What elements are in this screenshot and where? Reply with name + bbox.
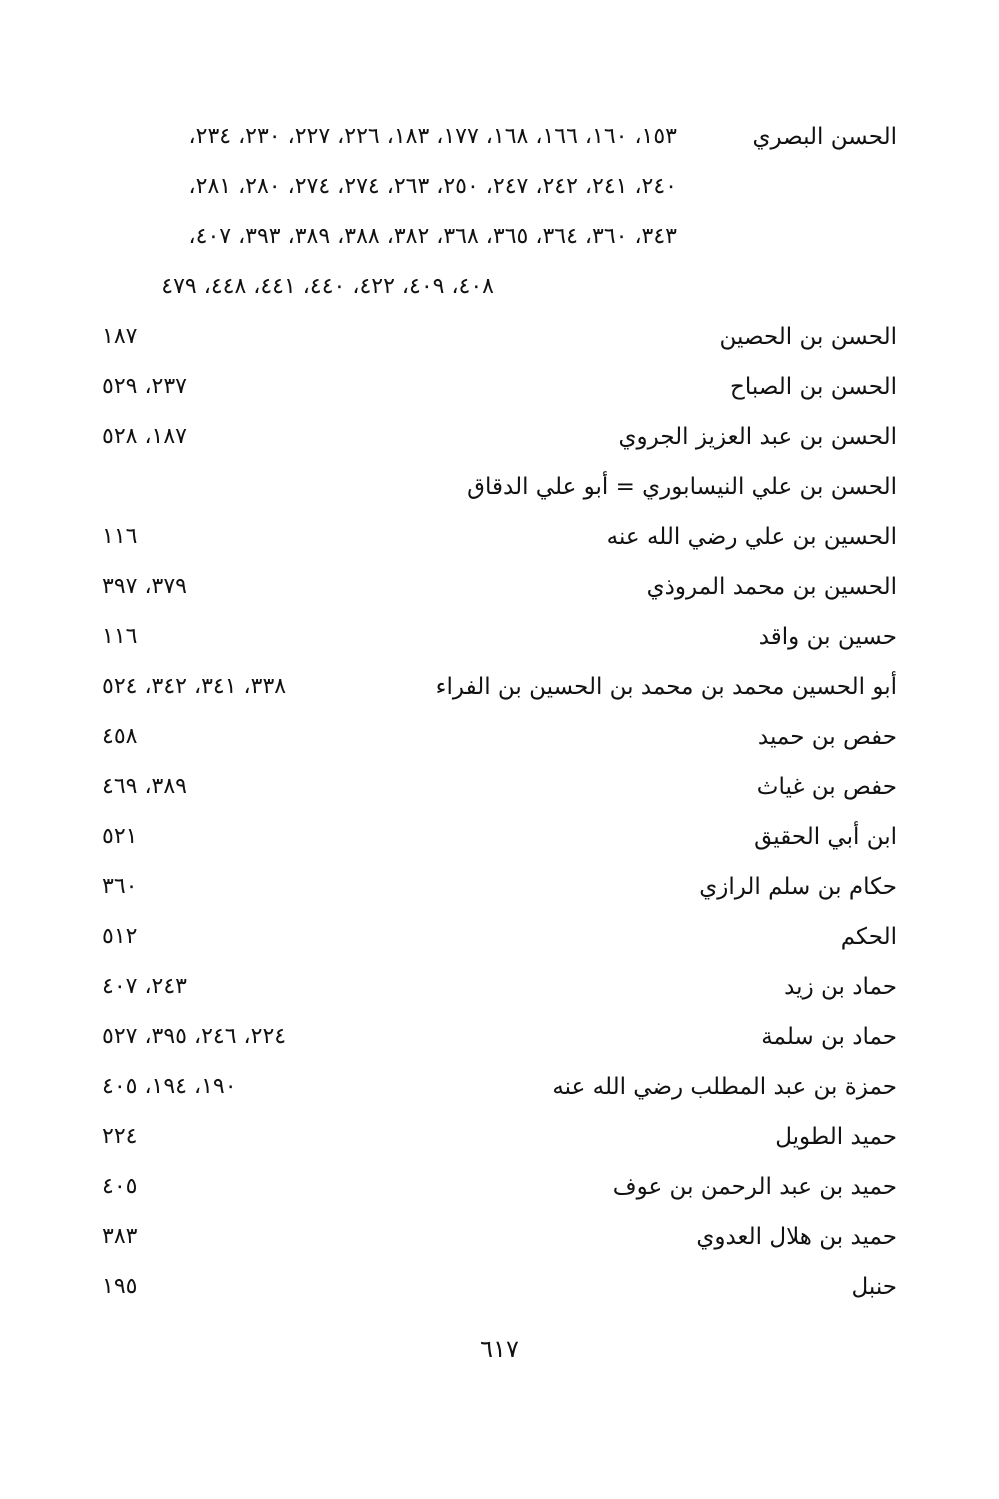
index-entry — [0, 512, 999, 562]
entry-pages: ١٩٥ — [102, 1274, 138, 1299]
entry-pages: ١٩٠، ١٩٤، ٤٠٥ — [102, 1074, 237, 1099]
index-entry — [0, 912, 999, 962]
entry-pages: ٢٤٣، ٤٠٧ — [102, 974, 187, 999]
index-entry — [0, 112, 999, 312]
entry-name: حميد بن هلال العدوي — [696, 1224, 897, 1250]
entry-name: حماد بن سلمة — [761, 1024, 897, 1050]
index-entry — [0, 612, 999, 662]
index-entry — [0, 1212, 999, 1262]
index-entry — [0, 962, 999, 1012]
index-entry — [0, 862, 999, 912]
entry-pages: ٣٦٠ — [102, 874, 138, 899]
index-entry — [0, 562, 999, 612]
entry-name: الحسن البصري — [752, 124, 897, 150]
entry-pages: ٢٢٤ — [102, 1124, 138, 1149]
index-entry — [0, 362, 999, 412]
entry-name: حمزة بن عبد المطلب رضي الله عنه — [552, 1074, 897, 1100]
index-entry — [0, 412, 999, 462]
entry-name: حماد بن زيد — [784, 974, 897, 1000]
entry-name: الحسن بن علي النيسابوري = أبو علي الدقاق — [467, 474, 897, 500]
index-entry — [0, 1112, 999, 1162]
index-entry — [0, 812, 999, 862]
index-entry — [0, 462, 999, 512]
entry-pages: ٣٧٩، ٣٩٧ — [102, 574, 187, 599]
entry-name: حفص بن غياث — [756, 774, 897, 800]
index-entry — [0, 1162, 999, 1212]
entry-pages: ٥١٢ — [102, 924, 138, 949]
index-entry — [0, 762, 999, 812]
entry-pages: ٣٣٨، ٣٤١، ٣٤٢، ٥٢٤ — [102, 674, 287, 699]
entry-pages: ١١٦ — [102, 524, 138, 549]
entry-name: حكام بن سلم الرازي — [699, 874, 897, 900]
index-entry — [0, 1062, 999, 1112]
entry-name: حميد بن عبد الرحمن بن عوف — [612, 1174, 897, 1200]
entry-pages-line: ٤٠٨، ٤٠٩، ٤٢٢، ٤٤٠، ٤٤١، ٤٤٨، ٤٧٩ — [161, 274, 494, 299]
entry-pages: ٢٣٧، ٥٢٩ — [102, 374, 187, 399]
index-entries — [0, 112, 999, 1312]
entry-pages: ٢٢٤، ٢٤٦، ٣٩٥، ٥٢٧ — [102, 1024, 287, 1049]
entry-pages-line: ٢٤٠، ٢٤١، ٢٤٢، ٢٤٧، ٢٥٠، ٢٦٣، ٢٧٤، ٢٧٤، ٢٨٠، ٢٨١، — [188, 174, 677, 199]
entry-pages: ١٨٧، ٥٢٨ — [102, 424, 187, 449]
entry-pages-line: ١٥٣، ١٦٠، ١٦٦، ١٦٨، ١٧٧، ١٨٣، ٢٢٦، ٢٢٧، ٢٣٠، ٢٣٤، — [188, 124, 677, 149]
index-entry — [0, 1262, 999, 1312]
entry-name: ابن أبي الحقيق — [754, 824, 897, 850]
entry-name: حميد الطويل — [775, 1124, 897, 1150]
index-entry — [0, 712, 999, 762]
entry-pages: ٤٠٥ — [102, 1174, 138, 1199]
entry-name: حفص بن حميد — [757, 724, 897, 750]
entry-name: الحسن بن عبد العزيز الجروي — [618, 424, 897, 450]
entry-pages: ٥٢١ — [102, 824, 138, 849]
index-entry — [0, 312, 999, 362]
index-entry — [0, 662, 999, 712]
index-entry — [0, 1012, 999, 1062]
entry-name: الحسين بن محمد المروذي — [646, 574, 897, 600]
entry-name: حسين بن واقد — [758, 624, 897, 650]
entry-pages: ١١٦ — [102, 624, 138, 649]
entry-name: الحسين بن علي رضي الله عنه — [606, 524, 897, 550]
entry-pages: ٤٥٨ — [102, 724, 138, 749]
entry-pages: ٣٨٣ — [102, 1224, 138, 1249]
entry-pages: ٣٨٩، ٤٦٩ — [102, 774, 187, 799]
entry-name: الحسن بن الحصين — [719, 324, 897, 350]
entry-pages-line: ٣٤٣، ٣٦٠، ٣٦٤، ٣٦٥، ٣٦٨، ٣٨٢، ٣٨٨، ٣٨٩، ٣٩٣، ٤٠٧، — [188, 224, 677, 249]
page-number: ٦١٧ — [480, 1335, 519, 1363]
entry-name: أبو الحسين محمد بن محمد بن الحسين بن الفراء — [435, 674, 897, 700]
entry-pages: ١٨٧ — [102, 324, 138, 349]
entry-name: الحكم — [840, 924, 897, 950]
entry-name: حنبل — [851, 1274, 897, 1300]
entry-name: الحسن بن الصباح — [730, 374, 897, 400]
